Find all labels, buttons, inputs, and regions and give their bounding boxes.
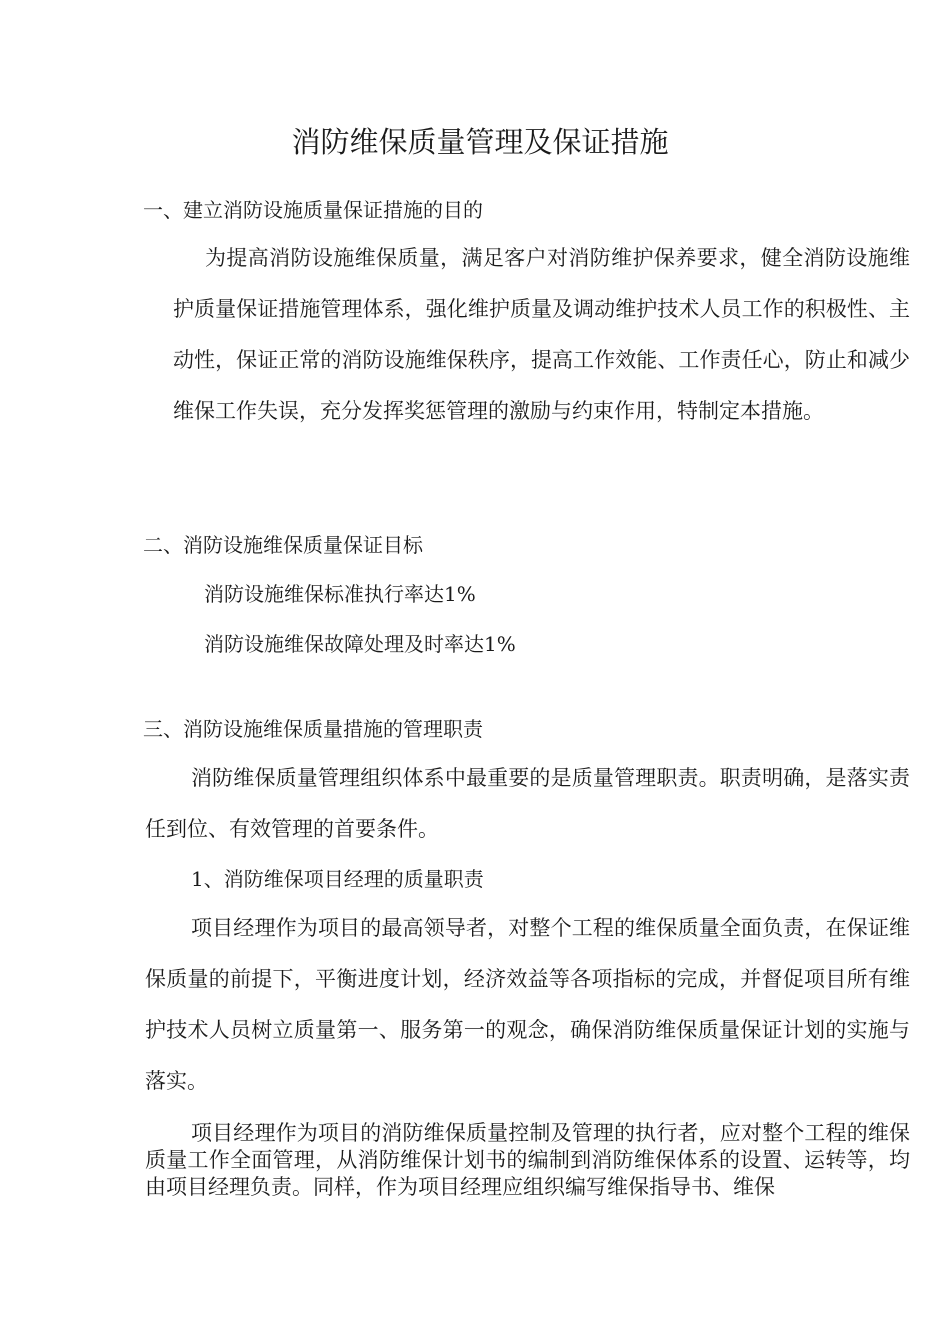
goal-2: 消防设施维保故障处理及时率达1% (204, 632, 516, 656)
subsection-1-heading: 1、消防维保项目经理的质量职责 (191, 867, 484, 891)
section-3-heading: 三、消防设施维保质量措施的管理职责 (143, 717, 483, 741)
page-title: 消防维保质量管理及保证措施 (291, 125, 669, 159)
section-2-heading: 二、消防设施维保质量保证目标 (143, 533, 423, 557)
section-1-paragraph: 为提高消防设施维保质量，满足客户对消防维护保养要求，健全消防设施维护质量保证措施管理体系，强化维护质量及调动维护技术人员工作的积极性、主动性，保证正常的消防设施维保秩序，提高工作效能、工作责任心，防止和减少维保工作失误，充分发挥奖惩管理的激励与约束作用，特制定本措施。 (173, 246, 910, 423)
subsection-1-paragraph-1: 项目经理作为项目的最高领导者，对整个工程的维保质量全面负责，在保证维保质量的前提下，平衡进度计划，经济效益等各项指标的完成，并督促项目所有维护技术人员树立质量第一、服务第一的观念，确保消防维保质量保证计划的实施与落实。 (145, 916, 910, 1093)
subsection-1-paragraph-2: 项目经理作为项目的消防维保质量控制及管理的执行者，应对整个工程的维保质量工作全面管理，从消防维保计划书的编制到消防维保体系的设置、运转等，均由项目经理负责。同样，作为项目经理应组织编写维保指导书、维保 (145, 1121, 910, 1199)
section-1-heading: 一、建立消防设施质量保证措施的目的 (143, 198, 483, 222)
section-3-intro: 消防维保质量管理组织体系中最重要的是质量管理职责。职责明确，是落实责任到位、有效管理的首要条件。 (145, 766, 910, 841)
goal-1: 消防设施维保标准执行率达1% (204, 582, 476, 606)
